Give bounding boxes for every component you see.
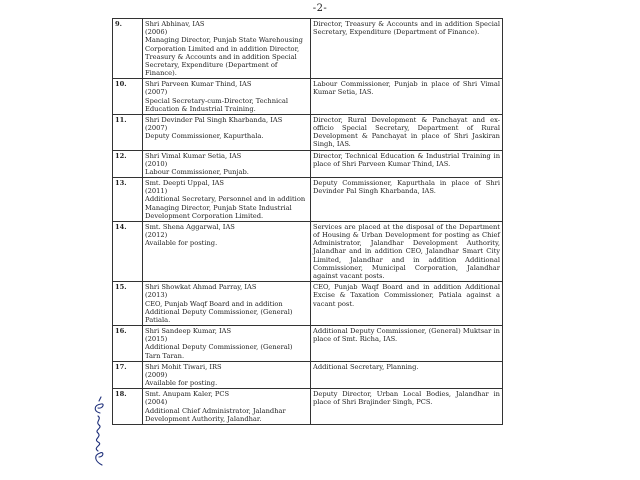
officer-batch: (2011) [145, 187, 168, 196]
table-row [113, 114, 503, 150]
table-row [113, 19, 503, 79]
serial-number: 11. [113, 114, 143, 150]
current-posting: Additional Deputy Commissioner, (General) Tarn Taran. [145, 343, 293, 360]
current-posting: CEO, Punjab Waqf Board and in addition Additional Deputy Commissioner, (General) Patiala. [145, 299, 293, 324]
officer-batch: (2012) [145, 231, 168, 240]
officer-name: Smt. Anupam Kaler, PCS [145, 390, 230, 399]
officer-cell [143, 178, 311, 222]
officer-name: Shri Vimal Kumar Setia, IAS [145, 151, 242, 160]
serial-number: 15. [113, 282, 143, 326]
new-posting: Director, Technical Education & Industrial Training in place of Shri Parveen Kumar Thind, IAS. [311, 150, 503, 178]
serial-number: 13. [113, 178, 143, 222]
new-posting: Labour Commissioner, Punjab in place of Shri Vimal Kumar Setia, IAS. [311, 79, 503, 115]
current-posting: Available for posting. [145, 379, 218, 388]
officer-cell [143, 150, 311, 178]
officer-name: Smt. Deepti Uppal, IAS [145, 179, 224, 188]
new-posting: Director, Rural Development & Panchayat and ex-officio Special Secretary, Department of Rural Development & Panchayat in place of Shri Jaskiran Singh, IAS. [311, 114, 503, 150]
officer-batch: (2010) [145, 159, 168, 168]
officer-cell [143, 326, 311, 362]
officer-batch: (2013) [145, 291, 168, 300]
officer-name: Shri Sandeep Kumar, IAS [145, 327, 232, 336]
officer-batch: (2007) [145, 124, 168, 133]
current-posting: Labour Commissioner, Punjab. [145, 167, 249, 176]
officer-name: Smt. Shena Aggarwal, IAS [145, 222, 235, 231]
new-posting: Services are placed at the disposal of the Department of Housing & Urban Development for posting as Chief Administrator, Jalandhar Development Authority, Jalandhar and in addition CEO, Jalandhar Smart City Limited, Jalandhar and in addition Additional Commissioner, Municipal Corporation, Jalandhar against vacant posts. [311, 221, 503, 281]
new-posting: Deputy Director, Urban Local Bodies, Jalandhar in place of Shri Brajinder Singh, PCS. [311, 389, 503, 425]
current-posting: Deputy Commissioner, Kapurthala. [145, 132, 264, 141]
table-row [113, 282, 503, 326]
serial-number: 9. [113, 19, 143, 79]
page-number: -2- [312, 3, 328, 14]
table-row [113, 178, 503, 222]
current-posting: Available for posting. [145, 239, 218, 248]
officer-name: Shri Abhinav, IAS [145, 20, 205, 28]
officer-batch: (2015) [145, 335, 168, 344]
officer-cell [143, 282, 311, 326]
officer-batch: (2009) [145, 370, 168, 379]
serial-number: 18. [113, 389, 143, 425]
table-row [113, 389, 503, 425]
current-posting: Managing Director, Punjab State Warehousing Corporation Limited and in addition Director, Treasury & Accounts and in addition Special Secretary, Expenditure (Department of Finance). [145, 36, 303, 78]
table-body [113, 19, 503, 425]
new-posting: CEO, Punjab Waqf Board and in addition Additional Excise & Taxation Commissioner, Patiala against a vacant post. [311, 282, 503, 326]
new-posting: Director, Treasury & Accounts and in addition Special Secretary, Expenditure (Department of Finance). [311, 19, 503, 79]
serial-number: 14. [113, 221, 143, 281]
new-posting: Additional Deputy Commissioner, (General) Muktsar in place of Smt. Richa, IAS. [311, 326, 503, 362]
current-posting: Special Secretary-cum-Director, Technical Education & Industrial Training. [145, 96, 289, 113]
officer-cell [143, 361, 311, 389]
officer-cell [143, 19, 311, 79]
officer-batch: (2006) [145, 28, 168, 37]
officer-name: Shri Showkat Ahmad Parray, IAS [145, 283, 257, 292]
transfer-orders-table [112, 18, 503, 425]
officer-cell [143, 79, 311, 115]
table-row [113, 326, 503, 362]
serial-number: 16. [113, 326, 143, 362]
new-posting: Additional Secretary, Planning. [311, 361, 503, 389]
officer-name: Shri Mohit Tiwari, IRS [145, 362, 222, 371]
current-posting: Additional Secretary, Personnel and in addition Managing Director, Punjab State Industrial Development Corporation Limited. [145, 195, 306, 220]
table-row [113, 361, 503, 389]
handwritten-signature [88, 395, 110, 467]
officer-name: Shri Devinder Pal Singh Kharbanda, IAS [145, 115, 283, 124]
table-row [113, 79, 503, 115]
officer-name: Shri Parveen Kumar Thind, IAS [145, 80, 252, 89]
serial-number: 12. [113, 150, 143, 178]
serial-number: 10. [113, 79, 143, 115]
officer-batch: (2007) [145, 88, 168, 97]
table-row [113, 150, 503, 178]
officer-cell [143, 221, 311, 281]
officer-batch: (2004) [145, 398, 168, 407]
serial-number: 17. [113, 361, 143, 389]
officer-cell [143, 114, 311, 150]
officer-cell [143, 389, 311, 425]
new-posting: Deputy Commissioner, Kapurthala in place of Shri Devinder Pal Singh Kharbanda, IAS. [311, 178, 503, 222]
table-row [113, 221, 503, 281]
current-posting: Additional Chief Administrator, Jalandhar Development Authority, Jalandhar. [145, 406, 286, 423]
